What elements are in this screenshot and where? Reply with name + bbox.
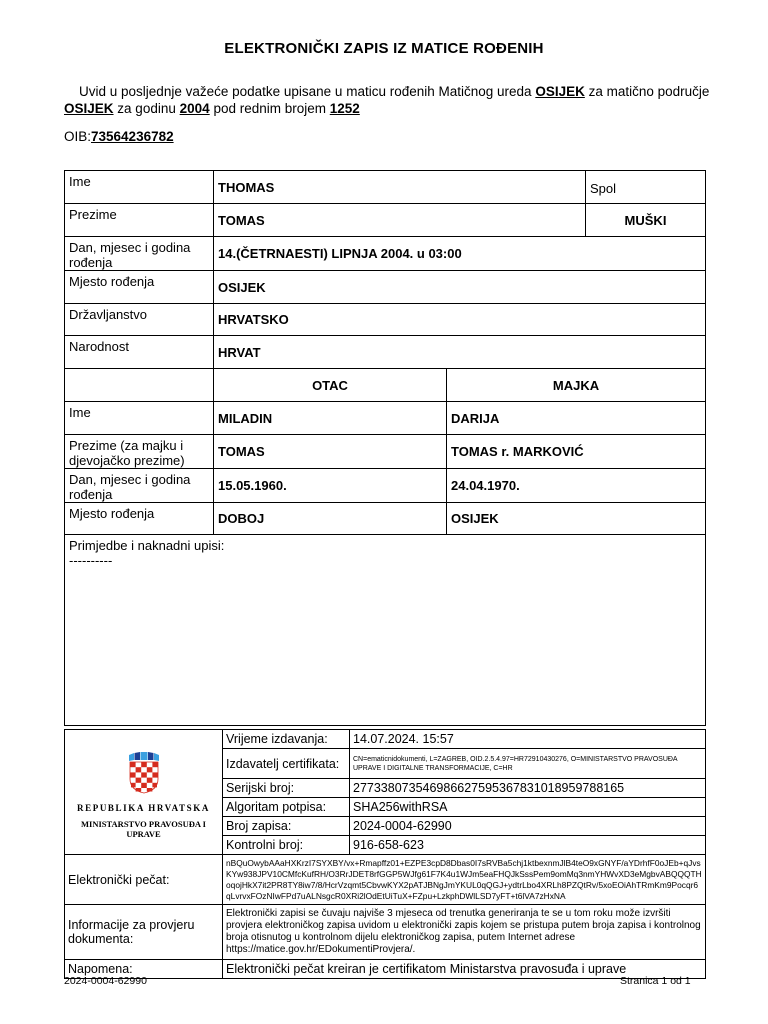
- ime-label: Ime: [65, 171, 214, 204]
- narodnost-label: Narodnost: [65, 336, 214, 369]
- intro-text-3: za godinu: [117, 101, 176, 116]
- parents-header-spacer: [65, 369, 214, 402]
- mjesto-rodjenja-value: OSIJEK: [214, 271, 706, 304]
- majka-mjesto: OSIJEK: [447, 503, 706, 535]
- prezime-value: TOMAS: [214, 204, 586, 237]
- intro-paragraph: [64, 83, 724, 117]
- footer-record-number: 2024-0004-62990: [64, 975, 147, 987]
- spol-label: Spol: [586, 171, 706, 204]
- verification-table: [64, 729, 706, 979]
- izdavatelj-label: Izdavatelj certifikata:: [223, 749, 350, 779]
- oib-label: OIB:: [64, 129, 92, 144]
- document-title: ELEKTRONIČKI ZAPIS IZ MATICE ROĐENIH: [224, 40, 544, 57]
- info-value: Elektronički zapisi se čuvaju najviše 3 mjeseca od trenutka generiranja te se u tom roku može izvršiti provjera elektroničkog zapisa uvidom u elektronički zapis kojem se pristupa putem broja zapisa i kontrolnog broja otisnutog u kontrolnom dijelu elektroničkog zapisa, putem Internet adrese https://matice.gov.hr/EDokumentiProvjera/.: [223, 905, 706, 960]
- napomena-label: Napomena:: [65, 960, 223, 979]
- majka-prezime: TOMAS r. MARKOVIĆ: [447, 435, 706, 469]
- parent-mjesto-label: Mjesto rođenja: [65, 503, 214, 535]
- intro-number: 1252: [329, 101, 360, 116]
- intro-text-4: pod rednim brojem: [213, 101, 326, 116]
- info-label: Informacije za provjeru dokumenta:: [65, 905, 223, 960]
- croatian-coat-of-arms-icon: [127, 752, 161, 794]
- datum-rodjenja-value: 14.(ČETRNAESTI) LIPNJA 2004. u 03:00: [214, 237, 706, 271]
- serijski-value: 277338073546986627595367831018959788165: [350, 779, 706, 798]
- oib-value: 73564236782: [91, 129, 174, 144]
- napomena-value: Elektronički pečat kreiran je certifikatom Ministarstva pravosuđa i uprave: [223, 960, 706, 979]
- otac-ime: MILADIN: [214, 402, 447, 435]
- vrijeme-value: 14.07.2024. 15:57: [350, 730, 706, 749]
- otac-header: OTAC: [214, 369, 447, 402]
- datum-rodjenja-label: Dan, mjesec i godina rođenja: [65, 237, 214, 271]
- intro-area: OSIJEK: [64, 101, 114, 116]
- vrijeme-label: Vrijeme izdavanja:: [223, 730, 350, 749]
- kontrolni-broj-label: Kontrolni broj:: [223, 836, 350, 855]
- drzavljanstvo-label: Državljanstvo: [65, 304, 214, 336]
- algoritam-label: Algoritam potpisa:: [223, 798, 350, 817]
- serijski-label: Serijski broj:: [223, 779, 350, 798]
- majka-header: MAJKA: [447, 369, 706, 402]
- ministry-label: MINISTARSTVO PRAVOSUĐA I UPRAVE: [81, 819, 206, 839]
- otac-datum: 15.05.1960.: [214, 469, 447, 503]
- izdavatelj-value: CN=ematicnidokumenti, L=ZAGREB, OID.2.5.4.97=HR72910430276, O=MINISTARSTVO PRAVOSUĐA UPRAVE I DIGITALNE TRANSFORMACIJE, C=HR: [350, 749, 706, 779]
- intro-office: OSIJEK: [535, 84, 585, 99]
- mjesto-rodjenja-label: Mjesto rođenja: [65, 271, 214, 304]
- spol-value: MUŠKI: [586, 204, 706, 237]
- remarks-label: Primjedbe i naknadni upisi:: [69, 538, 225, 553]
- parent-prezime-label: Prezime (za majku i djevojačko prezime): [65, 435, 214, 469]
- otac-prezime: TOMAS: [214, 435, 447, 469]
- prezime-label: Prezime: [65, 204, 214, 237]
- pecat-label: Elektronički pečat:: [65, 855, 223, 905]
- birth-record-table: [64, 170, 706, 726]
- intro-text-1: Uvid u posljednje važeće podatke upisane u maticu rođenih Matičnog ureda: [79, 84, 532, 99]
- intro-text-2: za matično područje: [588, 84, 710, 99]
- republic-label: REPUBLIKA HRVATSKA: [77, 803, 210, 813]
- remarks-value: ----------: [69, 553, 113, 568]
- pecat-value: nBQuOwybAAaHXKrzI7SYXBY/vx+Rmapffz01+EZPE3cpD8Dbas0I7sRVBa5chj1ktbexnmJlB4teO9xGNYF/aYDrhfF0oJEb+qJvsKYw938JPV10CMfcKufRH/O3RrJDET8rfGGP5WJfg61F7K4u1WJm5eaFHQJkSssPem9omMq3nmYHWvXD3eMgbvABQQQTHoqojHkX7it2PR8TY8iw7/8/HcrVzqmt5CbvwKYX2pATJBNgJmYKUL0qQGJ+ydtrLbo4XRLh8PZQtRv/5xoEOiAhTRmKm9Pocqr6qLvrvxFOzNIwFPd7uALNsgcR0XRi2lOdEtUiTuX+FZpu+LzkphDWlLSD7yFT+t6lVA7zHxNA: [223, 855, 706, 905]
- footer-page-number: Stranica 1 od 1: [620, 975, 691, 987]
- majka-ime: DARIJA: [447, 402, 706, 435]
- oib-line: [64, 129, 174, 144]
- parent-datum-label: Dan, mjesec i godina rođenja: [65, 469, 214, 503]
- issuer-block: [65, 730, 223, 855]
- ime-value: THOMAS: [214, 171, 586, 204]
- otac-mjesto: DOBOJ: [214, 503, 447, 535]
- majka-datum: 24.04.1970.: [447, 469, 706, 503]
- parent-ime-label: Ime: [65, 402, 214, 435]
- broj-zapisa-value: 2024-0004-62990: [350, 817, 706, 836]
- narodnost-value: HRVAT: [214, 336, 706, 369]
- kontrolni-broj-value: 916-658-623: [350, 836, 706, 855]
- remarks-cell: [65, 535, 706, 726]
- intro-year: 2004: [179, 101, 210, 116]
- broj-zapisa-label: Broj zapisa:: [223, 817, 350, 836]
- drzavljanstvo-value: HRVATSKO: [214, 304, 706, 336]
- algoritam-value: SHA256withRSA: [350, 798, 706, 817]
